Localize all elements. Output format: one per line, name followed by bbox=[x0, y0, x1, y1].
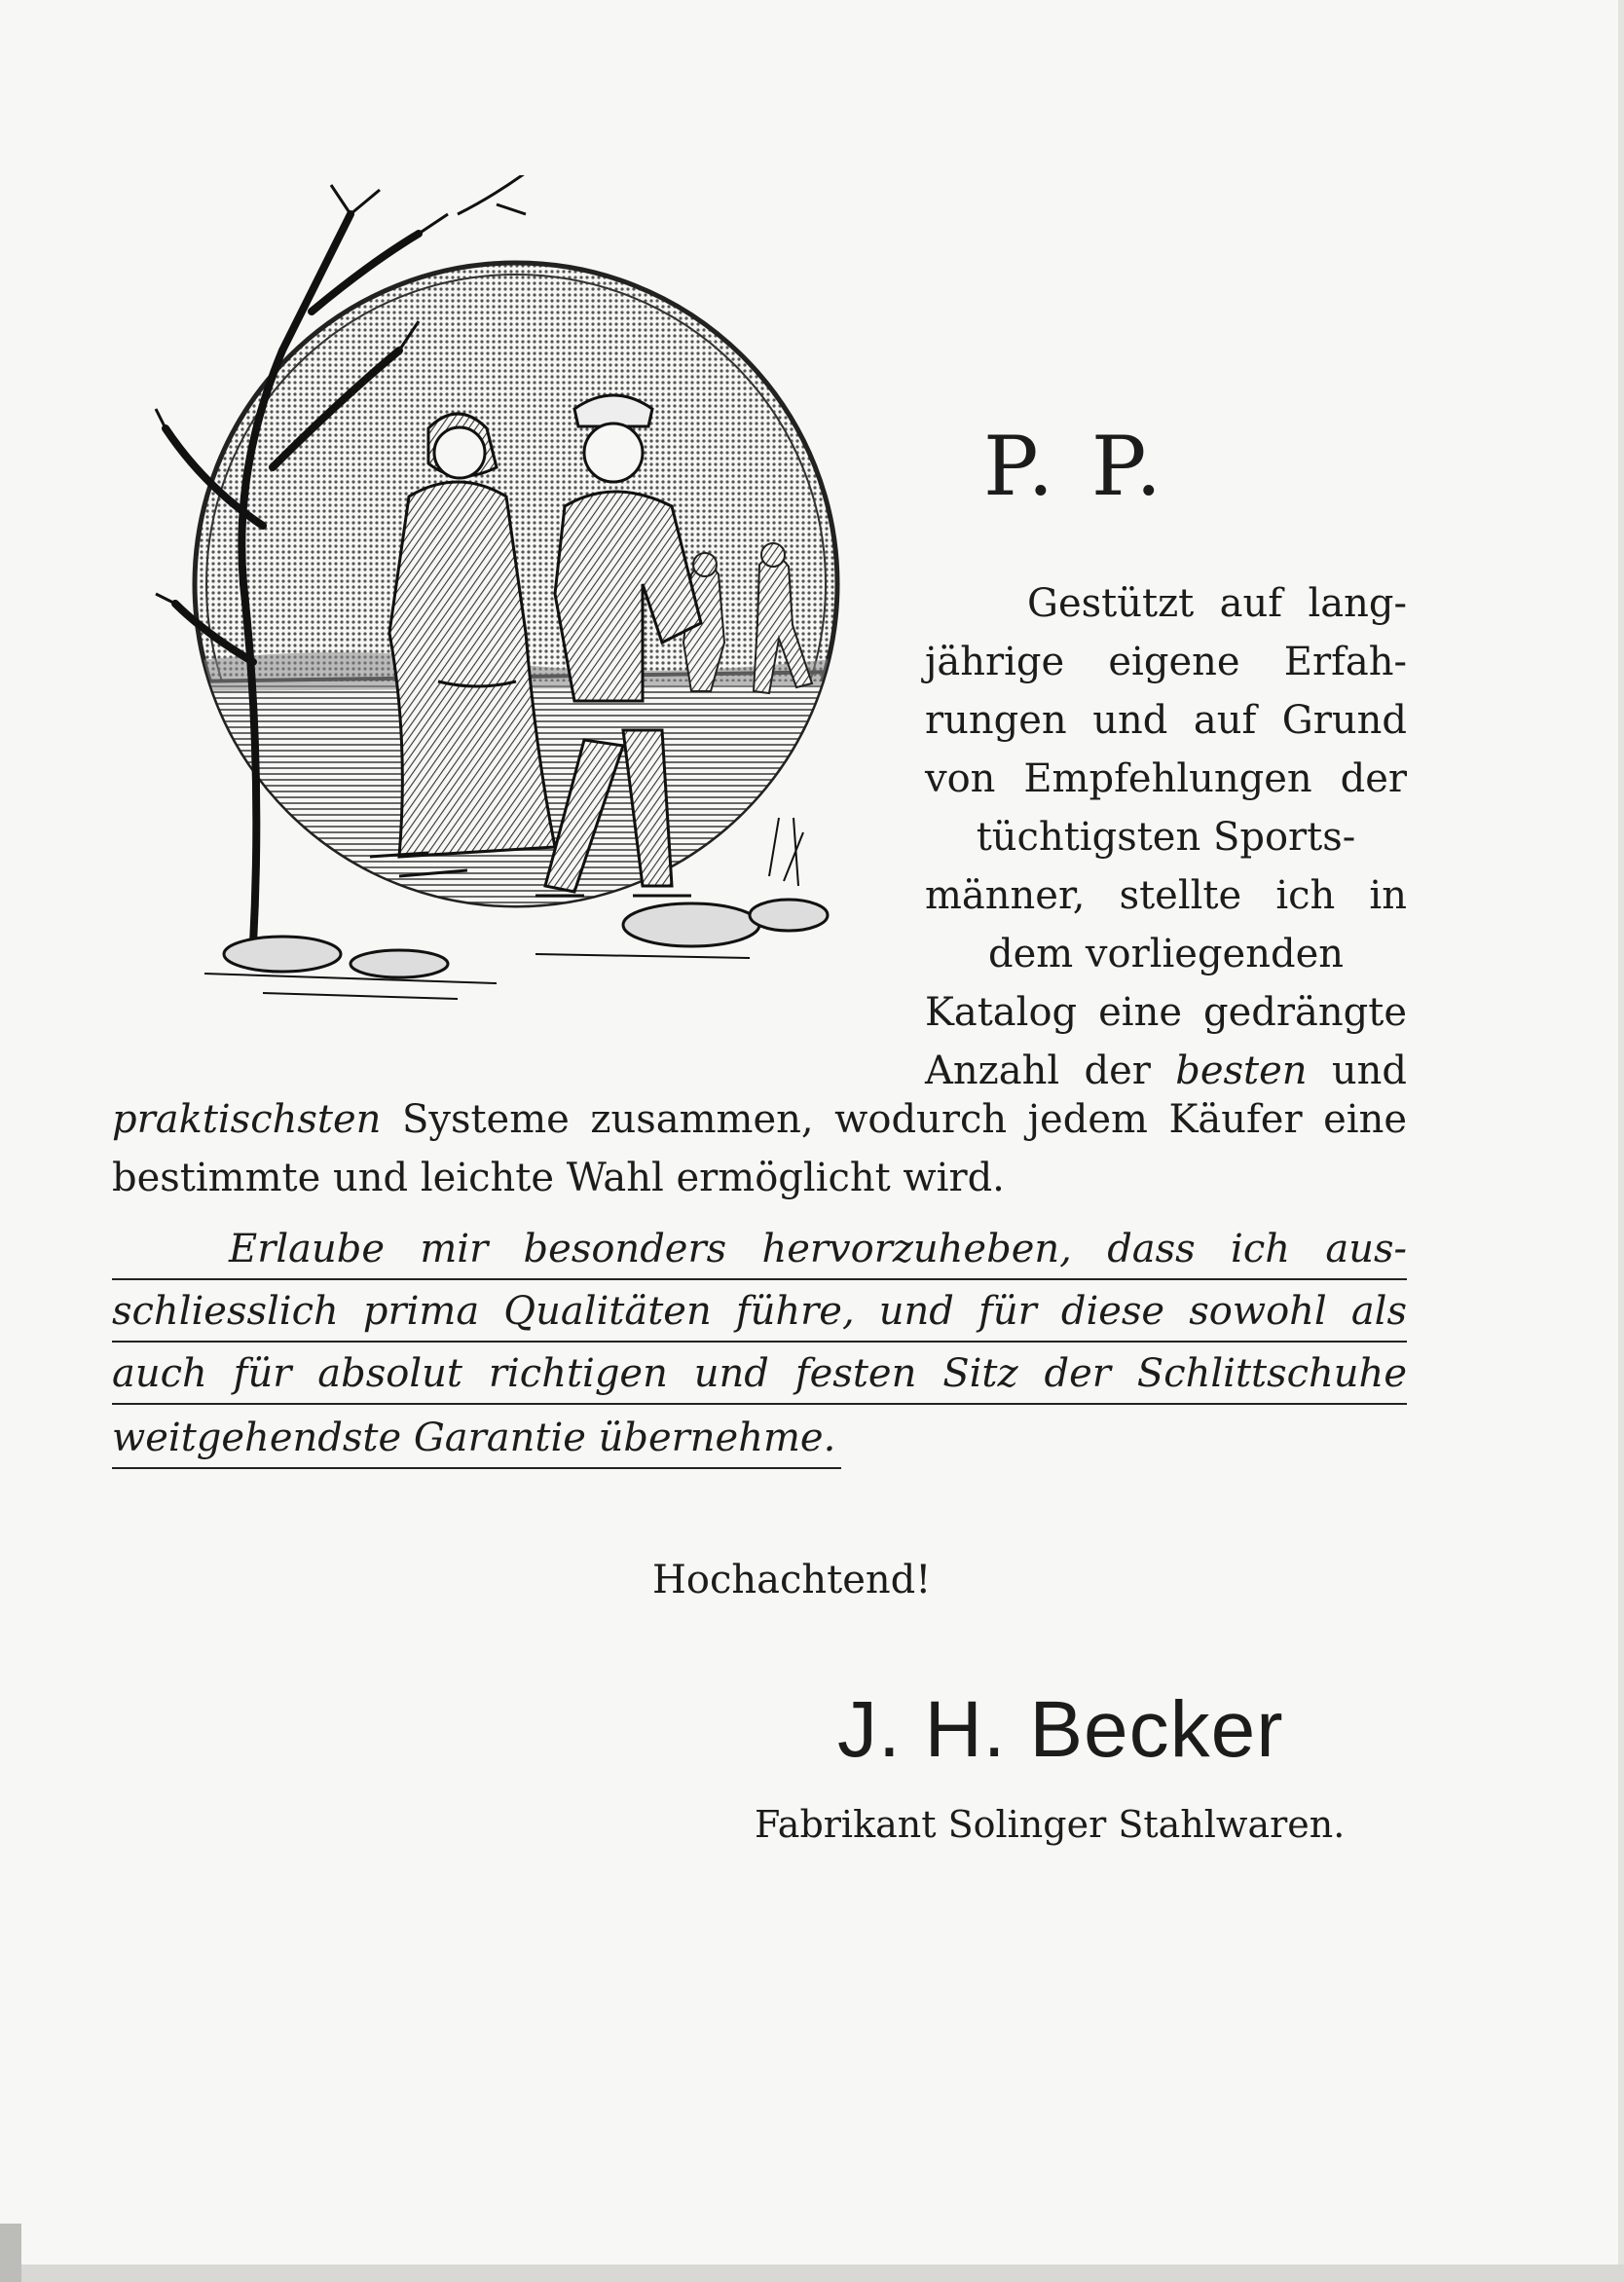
page-edge-bottom bbox=[0, 2264, 1624, 2282]
intro-line: dem vorliegenden bbox=[987, 932, 1345, 976]
intro-line: von Empfehlungen der bbox=[925, 756, 1407, 801]
intro-text: Systeme zusammen, wodurch jedem Käufer eine bbox=[381, 1097, 1407, 1142]
intro-line: jährige eigene Erfah- bbox=[925, 640, 1407, 684]
scan-corner-mark bbox=[0, 2224, 21, 2282]
intro-paragraph-continued bbox=[112, 1090, 1407, 1207]
intro-line: tüchtigsten Sports- bbox=[976, 815, 1356, 860]
intro-line: Gestützt auf lang- bbox=[1027, 581, 1407, 626]
intro-text: Anzahl der bbox=[925, 1049, 1176, 1093]
emphasized-word: besten bbox=[1175, 1049, 1308, 1093]
intro-paragraph-column bbox=[925, 574, 1407, 1100]
guarantee-line: auch für absolut richtigen und festen Sitz der Schlittschuhe bbox=[112, 1346, 1407, 1405]
closing-greeting: Hochachtend! bbox=[652, 1558, 932, 1602]
page-edge bbox=[1618, 0, 1624, 2282]
ice-skating-couple-icon bbox=[146, 175, 867, 1012]
emphasized-word: praktischsten bbox=[112, 1097, 382, 1142]
guarantee-line: Erlaube mir besonders hervorzuheben, dass ich aus- bbox=[112, 1222, 1407, 1280]
signature-title: Fabrikant Solinger Stahlwaren. bbox=[755, 1803, 1346, 1846]
salutation-heading: P. P. bbox=[983, 419, 1168, 514]
guarantee-line: schliesslich prima Qualitäten führe, und für diese sowohl als bbox=[112, 1284, 1407, 1343]
intro-line: männer, stellte ich in bbox=[925, 873, 1407, 918]
intro-line: bestimmte und leichte Wahl ermöglicht wird. bbox=[112, 1156, 1005, 1200]
intro-line: Katalog eine gedrängte bbox=[925, 990, 1407, 1035]
intro-text: und bbox=[1307, 1049, 1408, 1093]
signature-name: J. H. Becker bbox=[837, 1685, 1284, 1774]
guarantee-line: weitgehendste Garantie übernehme. bbox=[112, 1411, 841, 1469]
intro-line: rungen und auf Grund bbox=[925, 698, 1407, 743]
ice-skating-illustration bbox=[146, 175, 867, 1012]
intro-line bbox=[112, 1090, 1407, 1149]
guarantee-paragraph bbox=[112, 1222, 1407, 1473]
